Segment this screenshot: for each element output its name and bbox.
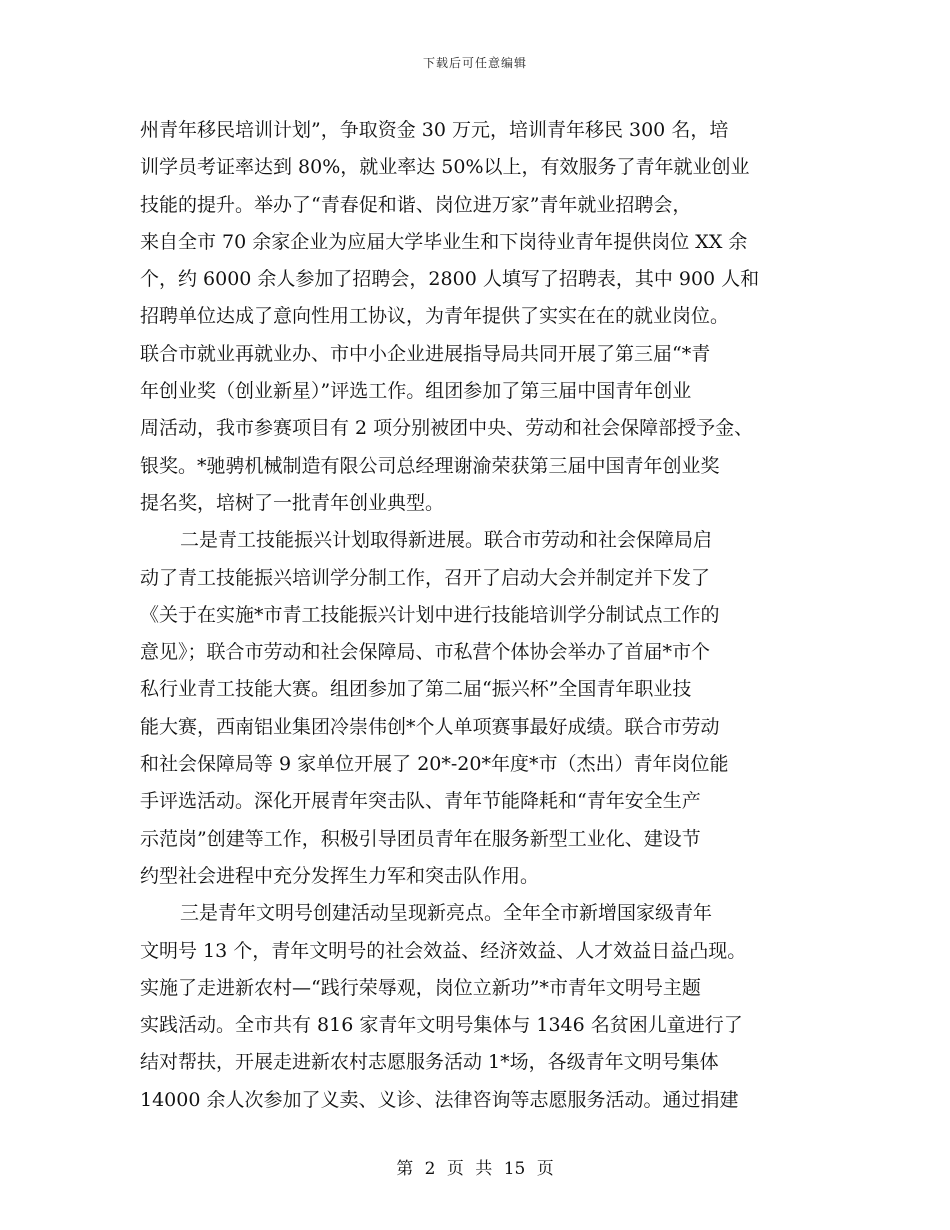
text-line: 结对帮扶，开展走进新农村志愿服务活动 1*场，各级青年文明号集体 <box>140 1051 719 1074</box>
text-line: 周活动，我市参赛项目有 2 项分别被团中央、劳动和社会保障部授予金、 <box>140 417 754 440</box>
page-header: 下载后可任意编辑 <box>422 56 527 70</box>
text-line: 《关于在实施*市青工技能振兴计划中进行技能培训学分制试点工作的 <box>140 603 720 626</box>
text-line: 个，约 6000 余人参加了招聘会，2800 人填写了招聘表，其中 900 人和 <box>140 268 760 291</box>
text-line: 手评选活动。深化开展青年突击队、青年节能降耗和“青年安全生产 <box>140 790 701 813</box>
text-line: 技能的提升。举办了“青春促和谐、岗位进万家”青年就业招聘会， <box>140 193 692 216</box>
text-line: 意见》；联合市劳动和社会保障局、市私营个体协会举办了首届*市个 <box>140 641 711 664</box>
text-line: 招聘单位达成了意向性用工协议，为青年提供了实实在在的就业岗位。 <box>140 305 730 328</box>
paragraph-first-line: 二是青工技能振兴计划取得新进展。联合市劳动和社会保障局启 <box>180 529 713 552</box>
text-line: 文明号 13 个，青年文明号的社会效益、经济效益、人才效益日益凸现。 <box>140 939 747 962</box>
text-line: 银奖。*驰骋机械制造有限公司总经理谢渝荣获第三届中国青年创业奖 <box>140 454 720 477</box>
text-line: 示范岗”创建等工作，积极引导团员青年在服务新型工业化、建设节 <box>140 827 701 850</box>
text-line: 和社会保障局等 9 家单位开展了 20*-20*年度*市（杰出）青年岗位能 <box>140 753 729 776</box>
text-line: 提名奖，培树了一批青年创业典型。 <box>140 491 445 514</box>
text-line: 来自全市 70 余家企业为应届大学毕业生和下岗待业青年提供岗位 XX 余 <box>140 230 748 253</box>
text-line: 动了青工技能振兴培训学分制工作，召开了启动大会并制定并下发了 <box>140 566 711 589</box>
text-line: 州青年移民培训计划”，争取资金 30 万元，培训青年移民 300 名，培 <box>140 119 729 141</box>
text-line: 私行业青工技能大赛。组团参加了第二届“振兴杯”全国青年职业技 <box>140 678 692 701</box>
text-line: 约型社会进程中充分发挥生力军和突击队作用。 <box>140 864 540 887</box>
text-line: 年创业奖（创业新星）”评选工作。组团参加了第三届中国青年创业 <box>140 380 692 403</box>
text-line: 实施了走进新农村—“践行荣辱观，岗位立新功”*市青年文明号主题 <box>140 976 701 999</box>
text-line: 训学员考证率达到 80%，就业率达 50%以上，有效服务了青年就业创业 <box>140 156 750 179</box>
paragraph-first-line: 三是青年文明号创建活动呈现新亮点。全年全市新增国家级青年 <box>180 902 713 925</box>
text-line: 实践活动。全市共有 816 家青年文明号集体与 1346 名贫困儿童进行了 <box>140 1014 743 1037</box>
page-footer: 第 2 页 共 15 页 <box>396 1159 554 1179</box>
text-line: 联合市就业再就业办、市中小企业进展指导局共同开展了第三届“*青 <box>140 342 711 365</box>
document-body <box>140 112 830 1119</box>
text-line: 14000 余人次参加了义卖、义诊、法律咨询等志愿服务活动。通过捐建 <box>140 1088 739 1111</box>
text-line: 能大赛，西南铝业集团冷崇伟创*个人单项赛事最好成绩。联合市劳动 <box>140 715 720 738</box>
